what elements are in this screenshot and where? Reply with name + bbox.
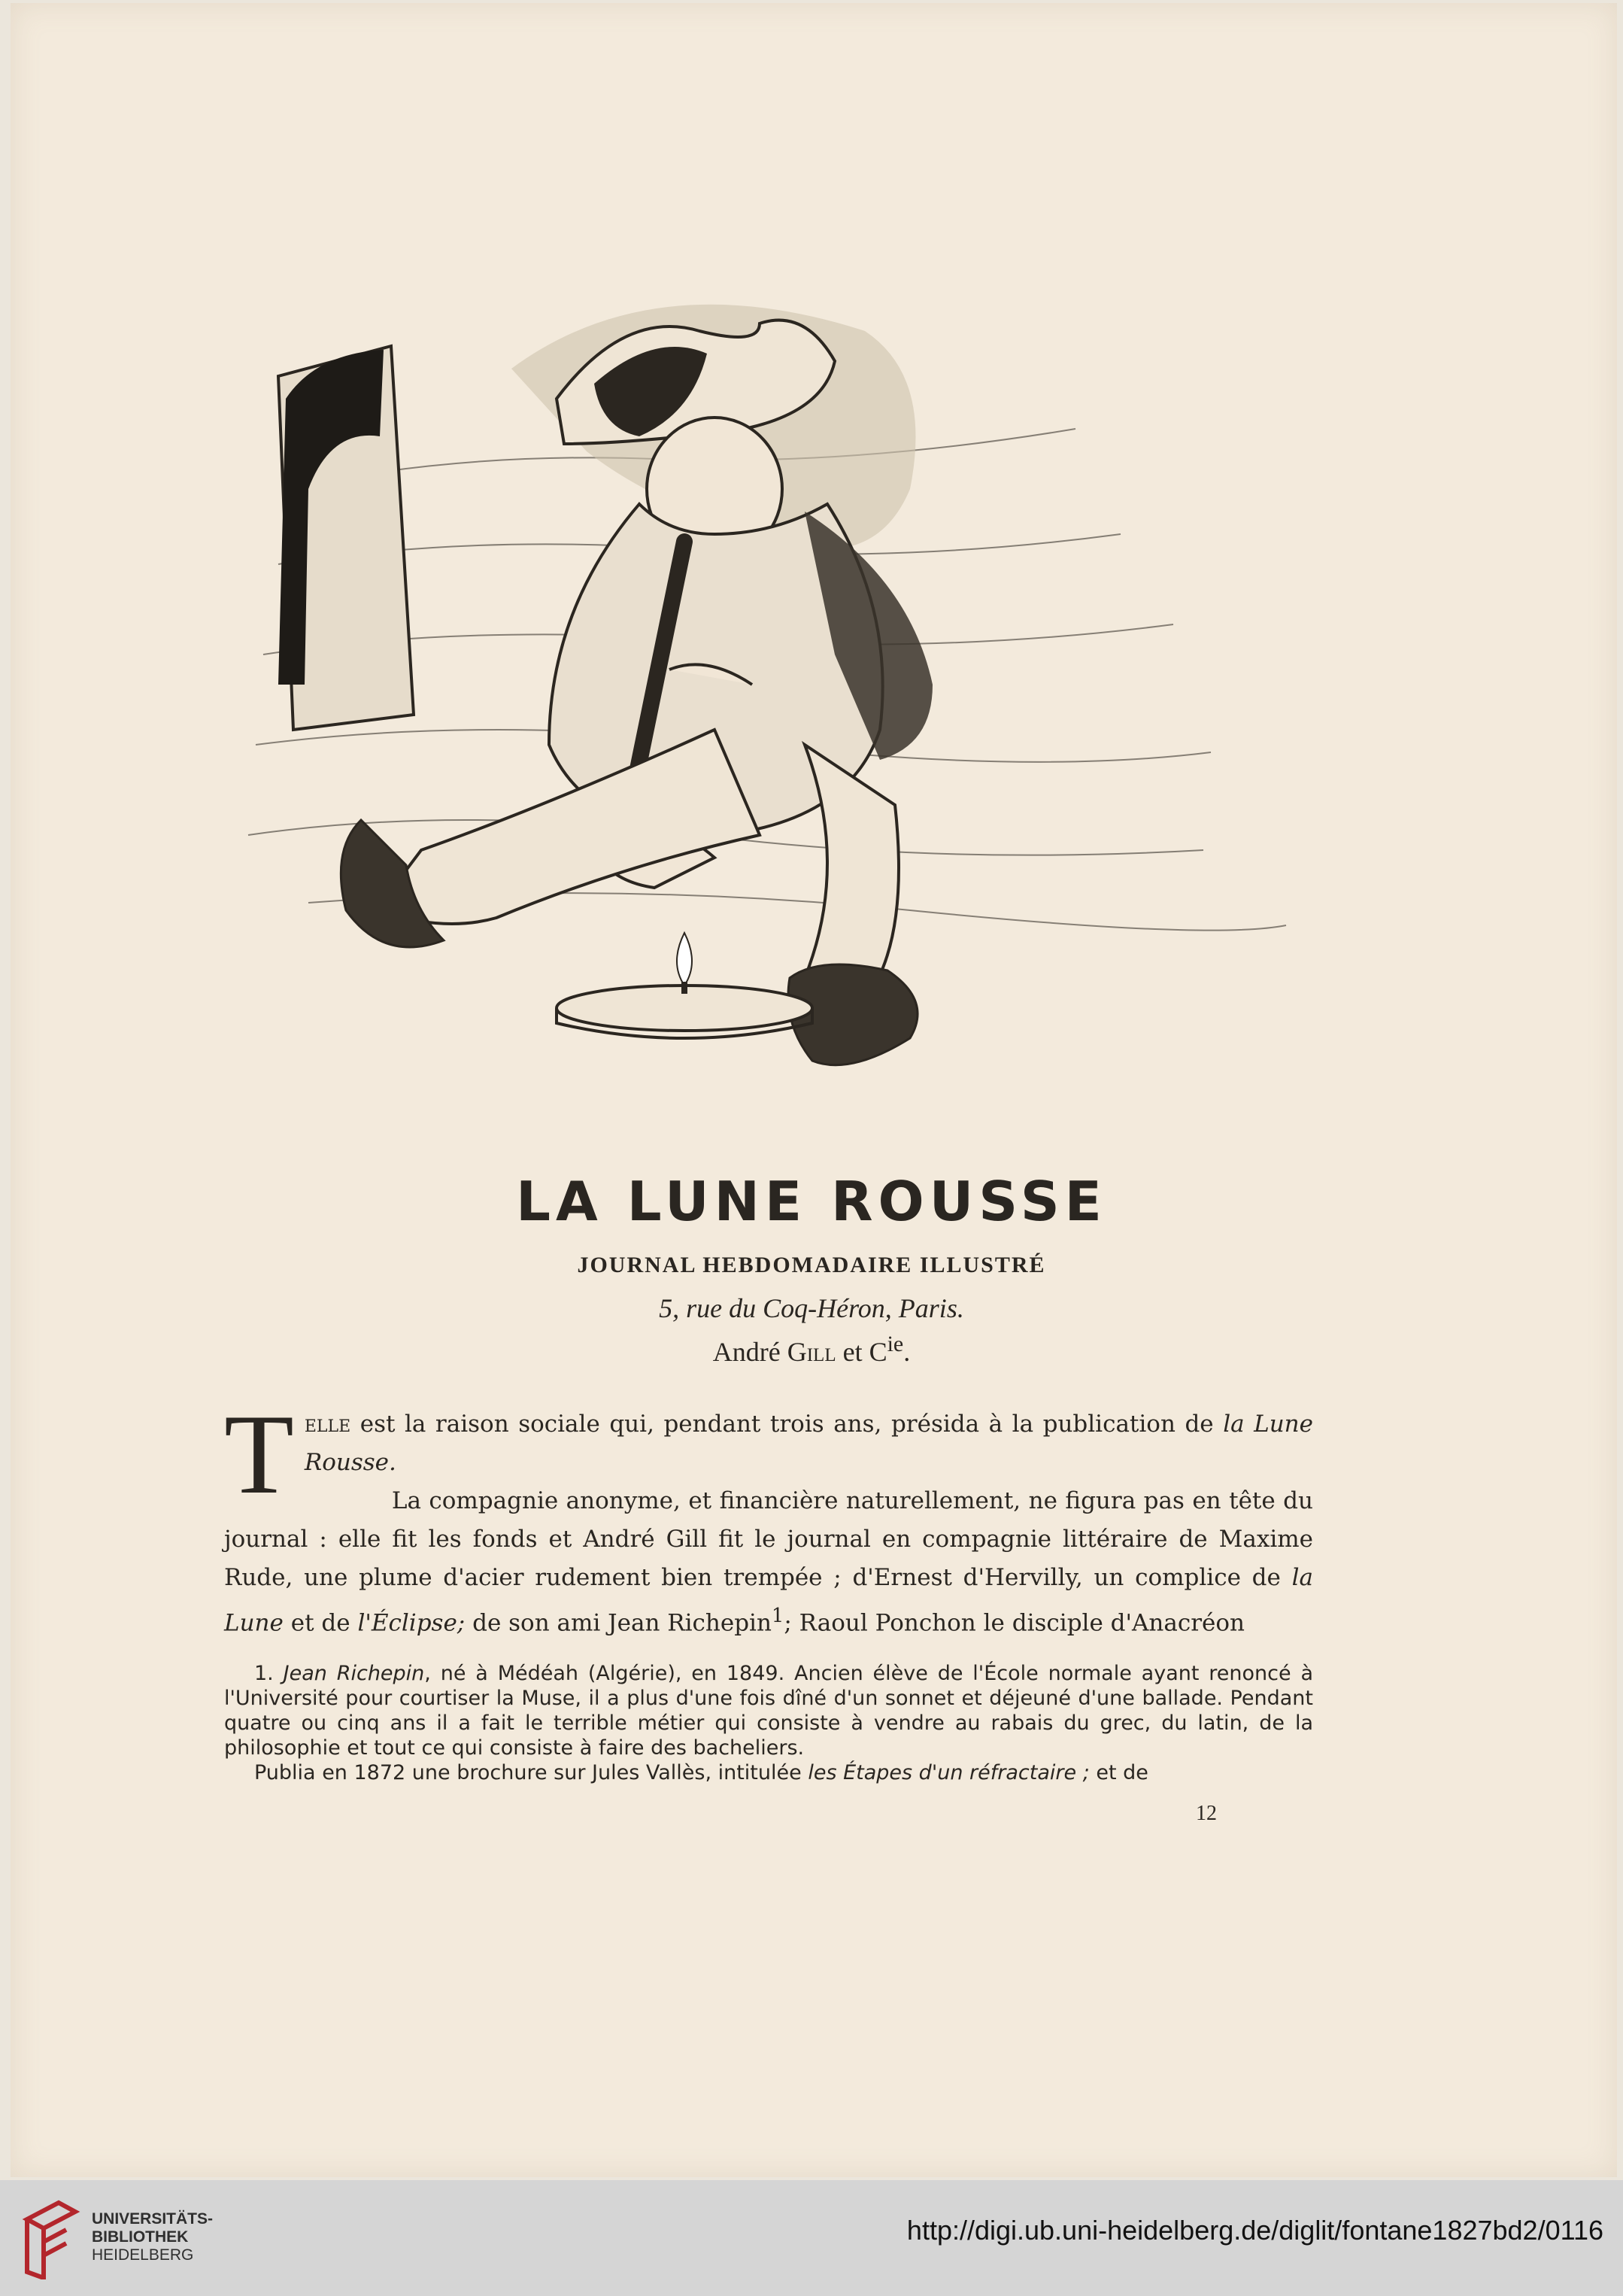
footnote-2 [224, 1760, 1313, 1785]
page-title: LA LUNE ROUSSE [516, 1170, 1107, 1233]
footer-bar [0, 2180, 1623, 2296]
footnote-end: et de [1089, 1761, 1148, 1784]
p2-a: La compagnie anonyme, et financière naturellement, ne figura pas en tête du journal : elle fit les fonds et André Gill fit le journal en compagnie littéraire de Maxime Rude, une plume d'acier rudement bien trempée ; d'Ernest d'Hervilly, un complice de [224, 1487, 1313, 1591]
library-line-2: BIBLIOTHEK [92, 2228, 189, 2246]
journal-subtitle: JOURNAL HEBDOMADAIRE ILLUSTRÉ [577, 1253, 1046, 1277]
journal-publisher [0, 1332, 1623, 1368]
p2-italic-2: l'Éclipse; [357, 1609, 466, 1637]
publisher-suffix: et C [836, 1337, 887, 1367]
p2-b: et de [283, 1609, 358, 1637]
page-number: 12 [1196, 1802, 1217, 1825]
body-text [224, 1391, 1313, 1642]
p2-d: ; Raoul Ponchon le disciple d'Anacréon [784, 1609, 1245, 1637]
library-line-3: HEIDELBERG [92, 2246, 194, 2264]
footnote-num: 1. [254, 1662, 284, 1685]
p2-c: de son ami Jean Richepin [465, 1609, 772, 1637]
publisher-end: . [903, 1337, 911, 1367]
p1-text: est la raison sociale qui, pendant trois ans, présida à la publication de [350, 1411, 1224, 1438]
library-logo-icon[interactable] [21, 2197, 81, 2279]
p2-italic-1: la Lune [224, 1564, 1313, 1637]
drop-cap: T [224, 1391, 294, 1517]
footnote-1 [224, 1661, 1313, 1760]
paragraph-1 [224, 1405, 1313, 1482]
publisher-prefix: André [712, 1337, 787, 1367]
publisher-sup: ie [887, 1332, 904, 1356]
p1-italic: la Lune Rousse. [304, 1411, 1313, 1476]
footnote-name: Jean Richepin [283, 1662, 425, 1685]
library-line-1: UNIVERSITÄTS- [92, 2210, 214, 2228]
footnote-text-2: Publia en 1872 une brochure sur Jules Vallès, intitulée [254, 1761, 808, 1784]
p1-smallcaps: elle [304, 1411, 351, 1438]
publisher-name: Gill [787, 1337, 836, 1367]
paragraph-2 [224, 1482, 1313, 1642]
footnote-text-1: , né à Médéah (Algérie), en 1849. Ancien élève de l'École normale ayant renoncé à l'Université pour courtiser la Muse, il a plus d'une fois dîné d'un sonnet et déjeuné d'une ballade. Pendant quatre ou cinq ans il a fait le terrible métier qui consiste à vendre au rabais du grec, du latin, de la philosophie et tout ce qui consiste à faire des bacheliers. [224, 1662, 1314, 1760]
footnote-italic: les Étapes d'un réfractaire ; [808, 1761, 1090, 1784]
flute-player-illustration [233, 263, 1346, 1098]
footnote [224, 1661, 1313, 1785]
source-url[interactable]: http://digi.ub.uni-heidelberg.de/diglit/fontane1827bd2/0116 [906, 2215, 1603, 2246]
library-name[interactable] [92, 2210, 213, 2264]
journal-address: 5, rue du Coq-Héron, Paris. [659, 1293, 964, 1323]
footnote-ref: 1 [771, 1605, 784, 1627]
